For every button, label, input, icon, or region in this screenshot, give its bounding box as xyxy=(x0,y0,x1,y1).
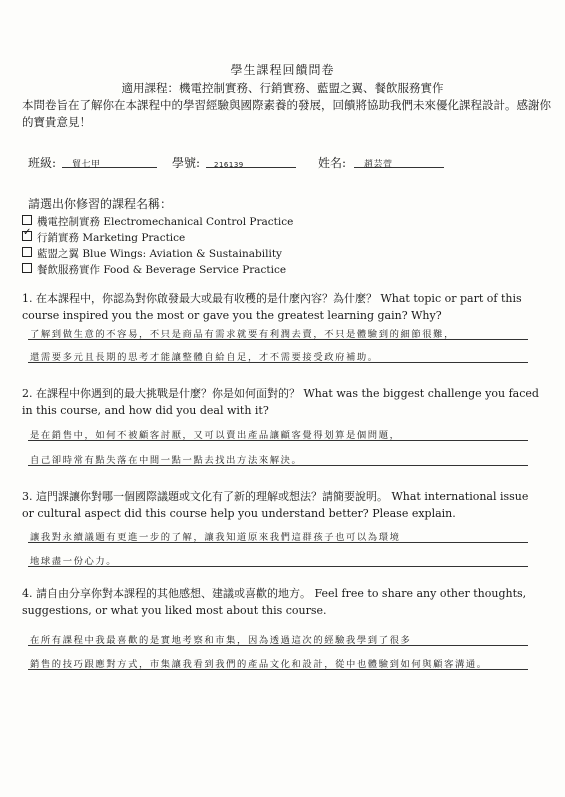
class-label: 班級: xyxy=(28,156,57,170)
checked-checkbox-icon[interactable] xyxy=(22,231,32,241)
question-4: 4. 請自由分享你對本課程的其他感想、建議或喜歡的地方。 Feel free to share any other thoughts, suggestions, or what you liked most about this course. xyxy=(22,587,527,617)
answer-line xyxy=(28,566,528,567)
student-id-value: 216139 xyxy=(214,161,244,169)
name-value: 趙芸萱 xyxy=(364,160,393,170)
name-label: 姓名: xyxy=(318,156,347,170)
answer-line xyxy=(28,339,528,340)
form-title: 學生課程回饋問卷 xyxy=(230,63,335,77)
course-select-heading: 請選出你修習的課程名稱： xyxy=(28,197,173,211)
answer-3-line-2[interactable]: 地球盡一份心力。 xyxy=(30,556,118,567)
answer-1-line-2[interactable]: 還需要多元且長期的思考才能讓整體自給自足，才不需要接受政府補助。 xyxy=(30,352,379,363)
question-3: 3. 這門課讓你對哪一個國際議題或文化有了新的理解或想法？請簡要說明。 What international issue or cultural aspect did this course help you understand better? Please explain. xyxy=(22,490,529,520)
student-id-field[interactable] xyxy=(206,152,296,168)
answer-2-line-1[interactable]: 是在銷售中，如何不被顧客討厭，又可以賣出產品讓顧客覺得划算是個問題， xyxy=(30,430,401,441)
answer-line xyxy=(28,669,528,670)
name-field[interactable] xyxy=(354,152,444,168)
answer-2-line-2[interactable]: 自己卻時常有點失落在中間一點一點去找出方法來解決。 xyxy=(30,455,303,466)
answer-line xyxy=(28,542,528,543)
checkbox-icon[interactable] xyxy=(22,263,32,273)
course-option-blue-wings[interactable]: 藍盟之翼 Blue Wings: Aviation & Sustainability xyxy=(22,246,282,261)
checkbox-icon[interactable] xyxy=(22,215,32,225)
student-id-label: 學號: xyxy=(172,156,201,170)
course-option-electromechanical[interactable]: 機電控制實務 Electromechanical Control Practice xyxy=(22,214,293,229)
class-value: 貿七甲 xyxy=(72,160,101,170)
question-2: 2. 在課程中你遇到的最大挑戰是什麼？你是如何面對的？ What was the biggest challenge you faced in this course, and how did you deal with it? xyxy=(22,387,539,417)
answer-line xyxy=(28,645,528,646)
course-option-marketing[interactable]: ✓行銷實務 Marketing Practice xyxy=(22,230,185,245)
question-1: 1. 在本課程中，你認為對你啟發最大或最有收穫的是什麼內容？為什麼？ What topic or part of this course inspired you the most or gave you the greatest learning gain? Why? xyxy=(22,292,522,322)
answer-line xyxy=(28,440,528,441)
answer-line xyxy=(28,362,528,363)
class-field[interactable] xyxy=(62,152,157,168)
answer-1-line-1[interactable]: 了解到做生意的不容易，不只是商品有需求就要有利潤去賣，不只是體驗到的細節很難， xyxy=(30,329,455,340)
course-option-food-beverage[interactable]: 餐飲服務實作 Food & Beverage Service Practice xyxy=(22,262,286,277)
answer-3-line-1[interactable]: 讓我對永續議題有更進一步的了解，讓我知道原來我們這群孩子也可以為環境 xyxy=(30,532,401,543)
checkbox-icon[interactable] xyxy=(22,247,32,257)
answer-line xyxy=(28,465,528,466)
answer-4-line-1[interactable]: 在所有課程中我最喜歡的是實地考察和市集，因為透過這次的經驗我學到了很多 xyxy=(30,635,412,646)
answer-4-line-2[interactable]: 銷售的技巧跟應對方式，市集讓我看到我們的產品文化和設計，從中也體驗到如何與顧客溝通。 xyxy=(30,659,488,670)
form-intro: 本問卷旨在了解你在本課程中的學習經驗與國際素養的發展，回饋將協助我們未來優化課程設計。感謝你的寶貴意見！ xyxy=(22,98,551,129)
applicable-courses: 適用課程：機電控制實務、行銷實務、藍盟之翼、餐飲服務實作 xyxy=(121,81,444,95)
